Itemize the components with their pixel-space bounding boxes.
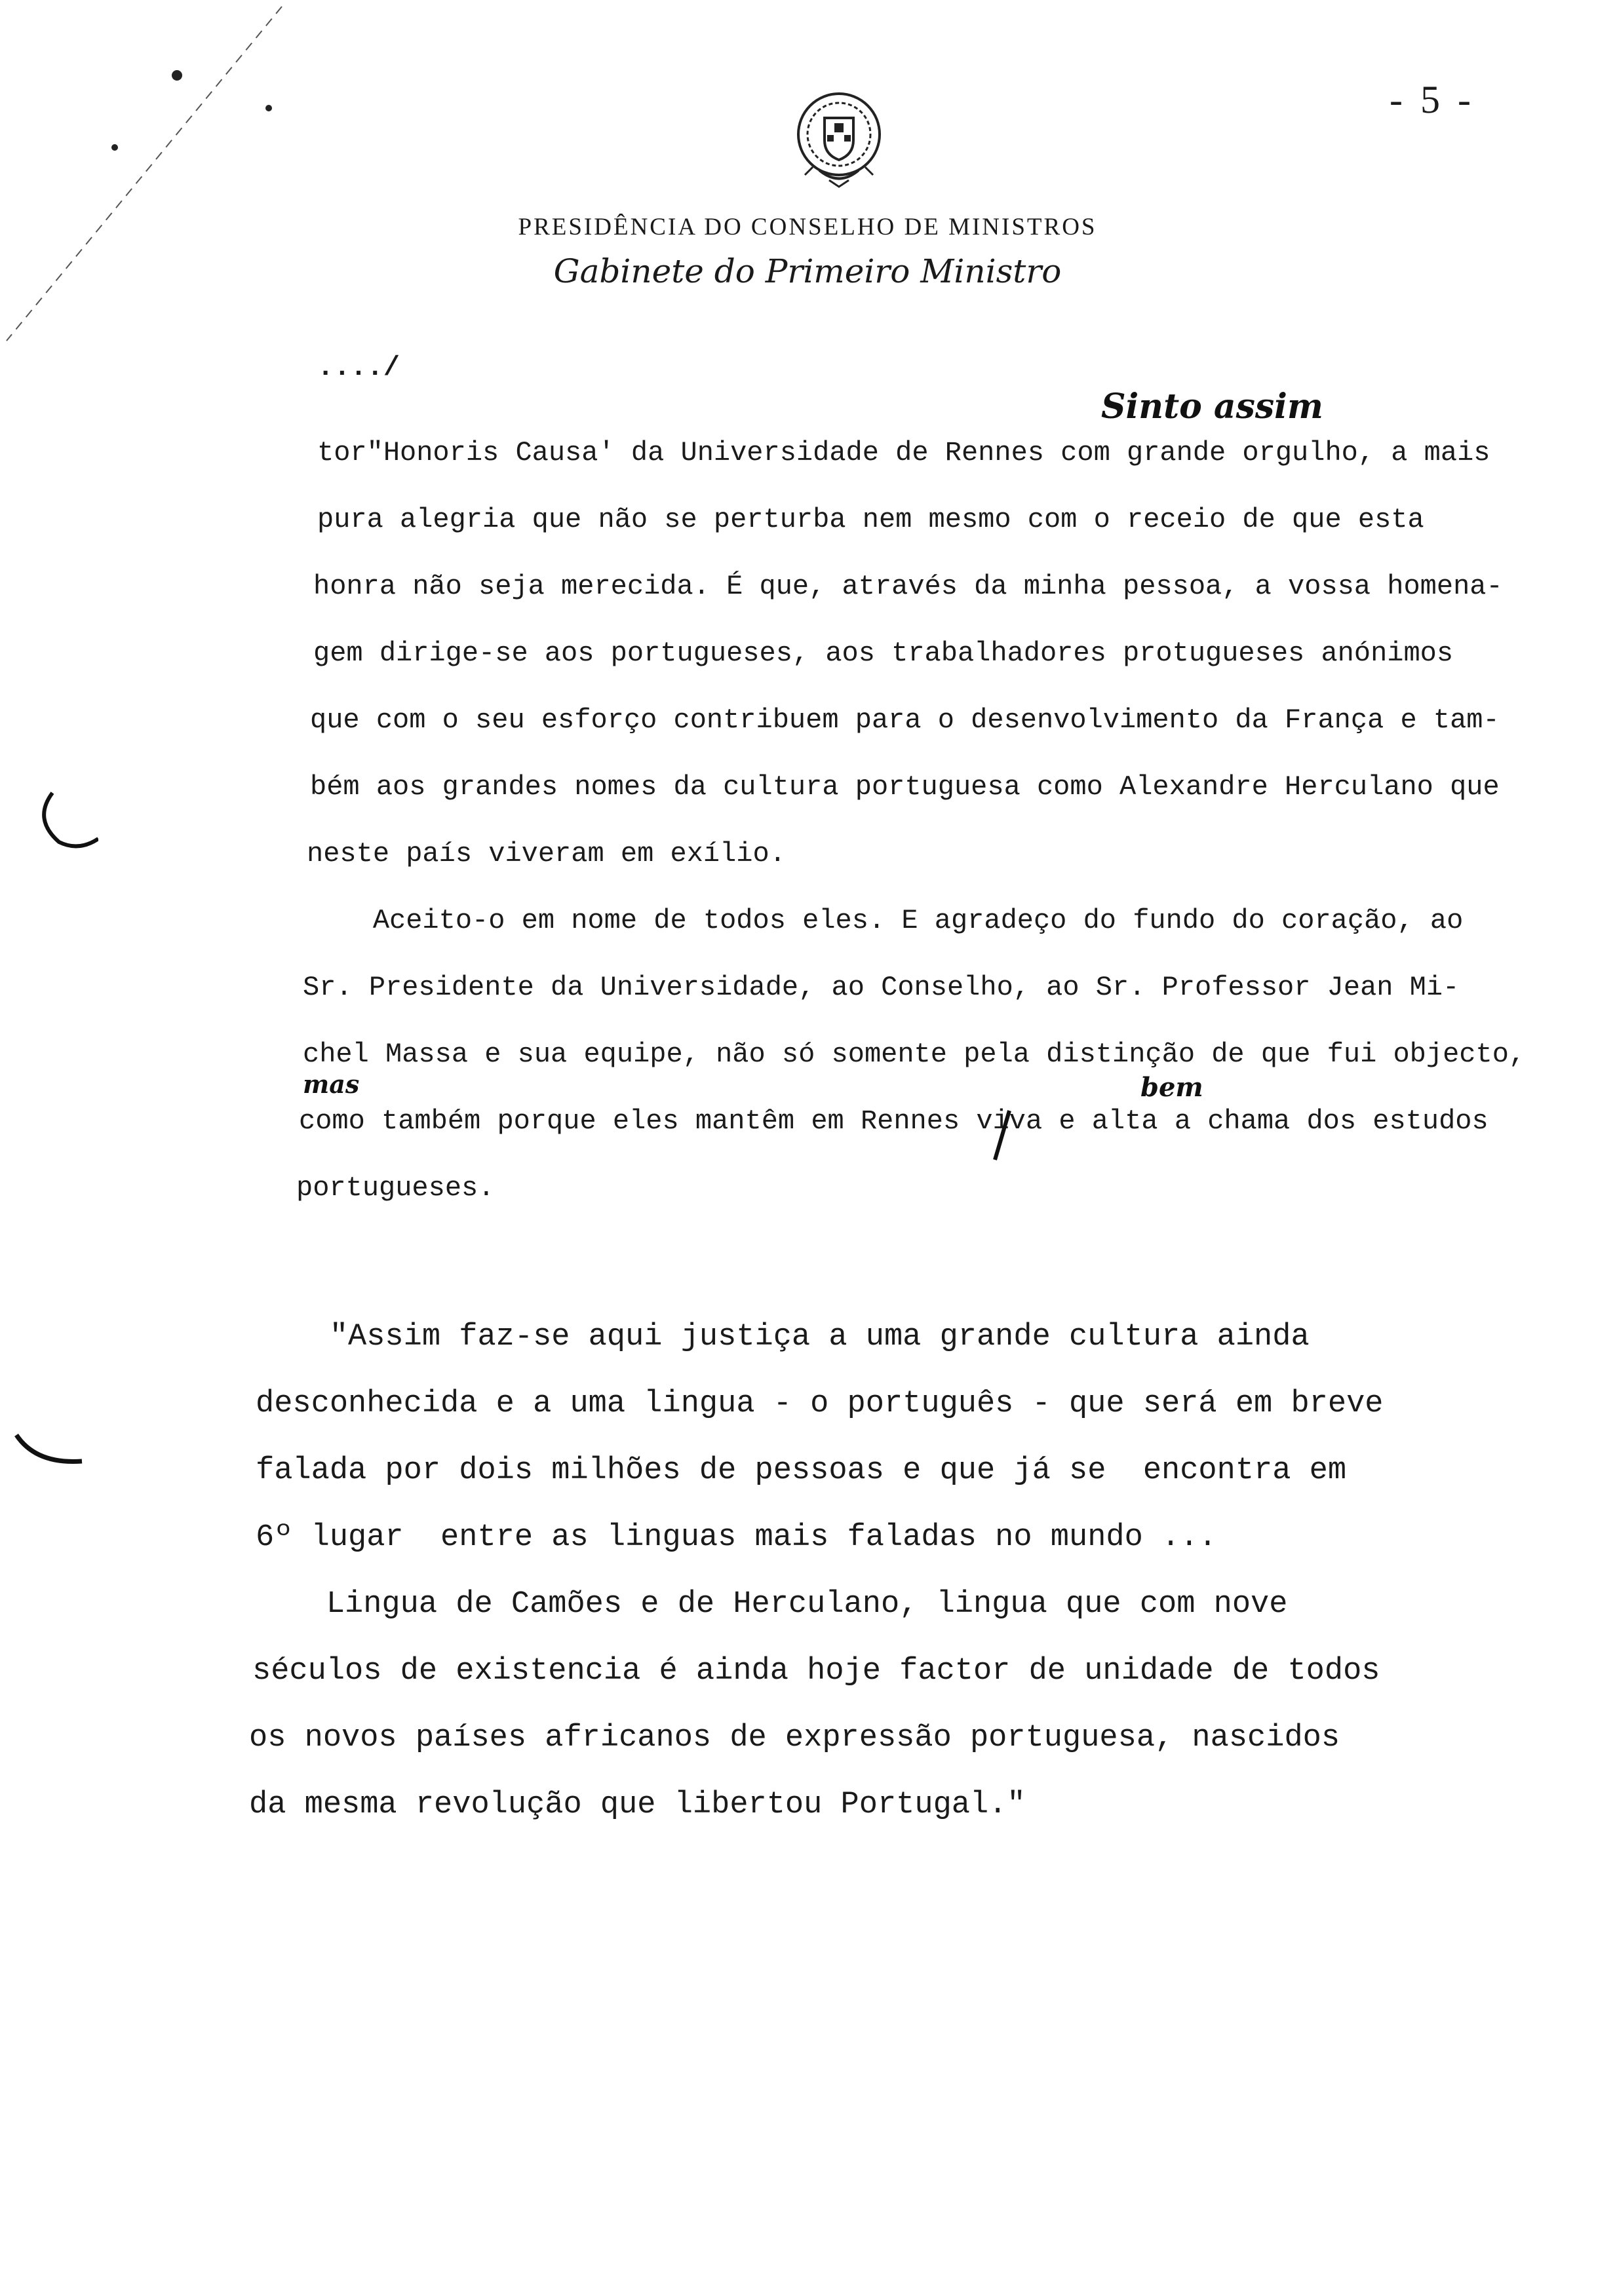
handwritten-insert-bem: bem xyxy=(1140,1072,1203,1103)
margin-scratch-mark-icon xyxy=(0,0,302,367)
body-line-10: chel Massa e sua equipe, não só somente pela distinção de que fui objecto, xyxy=(303,1039,1526,1070)
body-line-8: Aceito-o em nome de todos eles. E agradeço do fundo do coração, ao xyxy=(307,905,1464,936)
insertion-stroke-icon xyxy=(983,1107,1022,1166)
margin-curve-mark-icon xyxy=(13,1428,85,1481)
quote-line-3: falada por dois milhões de pessoas e que já se encontra em xyxy=(256,1453,1347,1488)
body-line-3: honra não seja merecida. É que, através da minha pessoa, a vossa homena- xyxy=(313,571,1503,602)
handwritten-insert-mas: mas xyxy=(303,1069,360,1099)
quote-line-4: 6º lugar entre as linguas mais faladas no mundo ... xyxy=(256,1520,1217,1555)
body-line-6: bém aos grandes nomes da cultura portuguesa como Alexandre Herculano que xyxy=(310,771,1500,803)
body-line-1: tor"Honoris Causa' da Universidade de Rennes com grande orgulho, a mais xyxy=(317,437,1490,469)
body-line-4: gem dirige-se aos portugueses, aos trabalhadores protugueses anónimos xyxy=(313,638,1454,669)
quote-line-2: desconhecida e a uma lingua - o português - que será em breve xyxy=(256,1387,1384,1421)
margin-bracket-mark-icon xyxy=(26,780,98,865)
quote-line-1: "Assim faz-se aqui justiça a uma grande cultura ainda xyxy=(256,1320,1310,1354)
quote-line-7: os novos países africanos de expressão portuguesa, nascidos xyxy=(249,1721,1340,1755)
letterhead-cabinet: Gabinete do Primeiro Ministro xyxy=(553,252,1062,290)
quote-line-8: da mesma revolução que libertou Portugal." xyxy=(249,1788,1026,1822)
body-line-11: como também porque eles mantêm em Rennes viva e alta a chama dos estudos xyxy=(299,1105,1489,1137)
quote-line-6: séculos de existencia é ainda hoje factor de unidade de todos xyxy=(252,1654,1380,1689)
letterhead-office: PRESIDÊNCIA DO CONSELHO DE MINISTROS xyxy=(518,214,1097,240)
coat-of-arms-icon xyxy=(773,72,905,203)
body-line-12: portugueses. xyxy=(296,1172,495,1204)
page-number: - 5 - xyxy=(1390,78,1475,121)
handwritten-insert-sinto-assim: Sinto assim xyxy=(1101,387,1323,427)
continuation-mark: ..../ xyxy=(317,352,400,383)
body-line-2: pura alegria que não se perturba nem mesmo com o receio de que esta xyxy=(317,504,1424,535)
body-line-5: que com o seu esforço contribuem para o desenvolvimento da França e tam- xyxy=(310,704,1500,736)
body-line-9: Sr. Presidente da Universidade, ao Conselho, ao Sr. Professor Jean Mi- xyxy=(303,972,1460,1003)
quote-line-5: Lingua de Camões e de Herculano, lingua que com nove xyxy=(252,1587,1288,1622)
body-line-7: neste país viveram em exílio. xyxy=(307,838,786,870)
